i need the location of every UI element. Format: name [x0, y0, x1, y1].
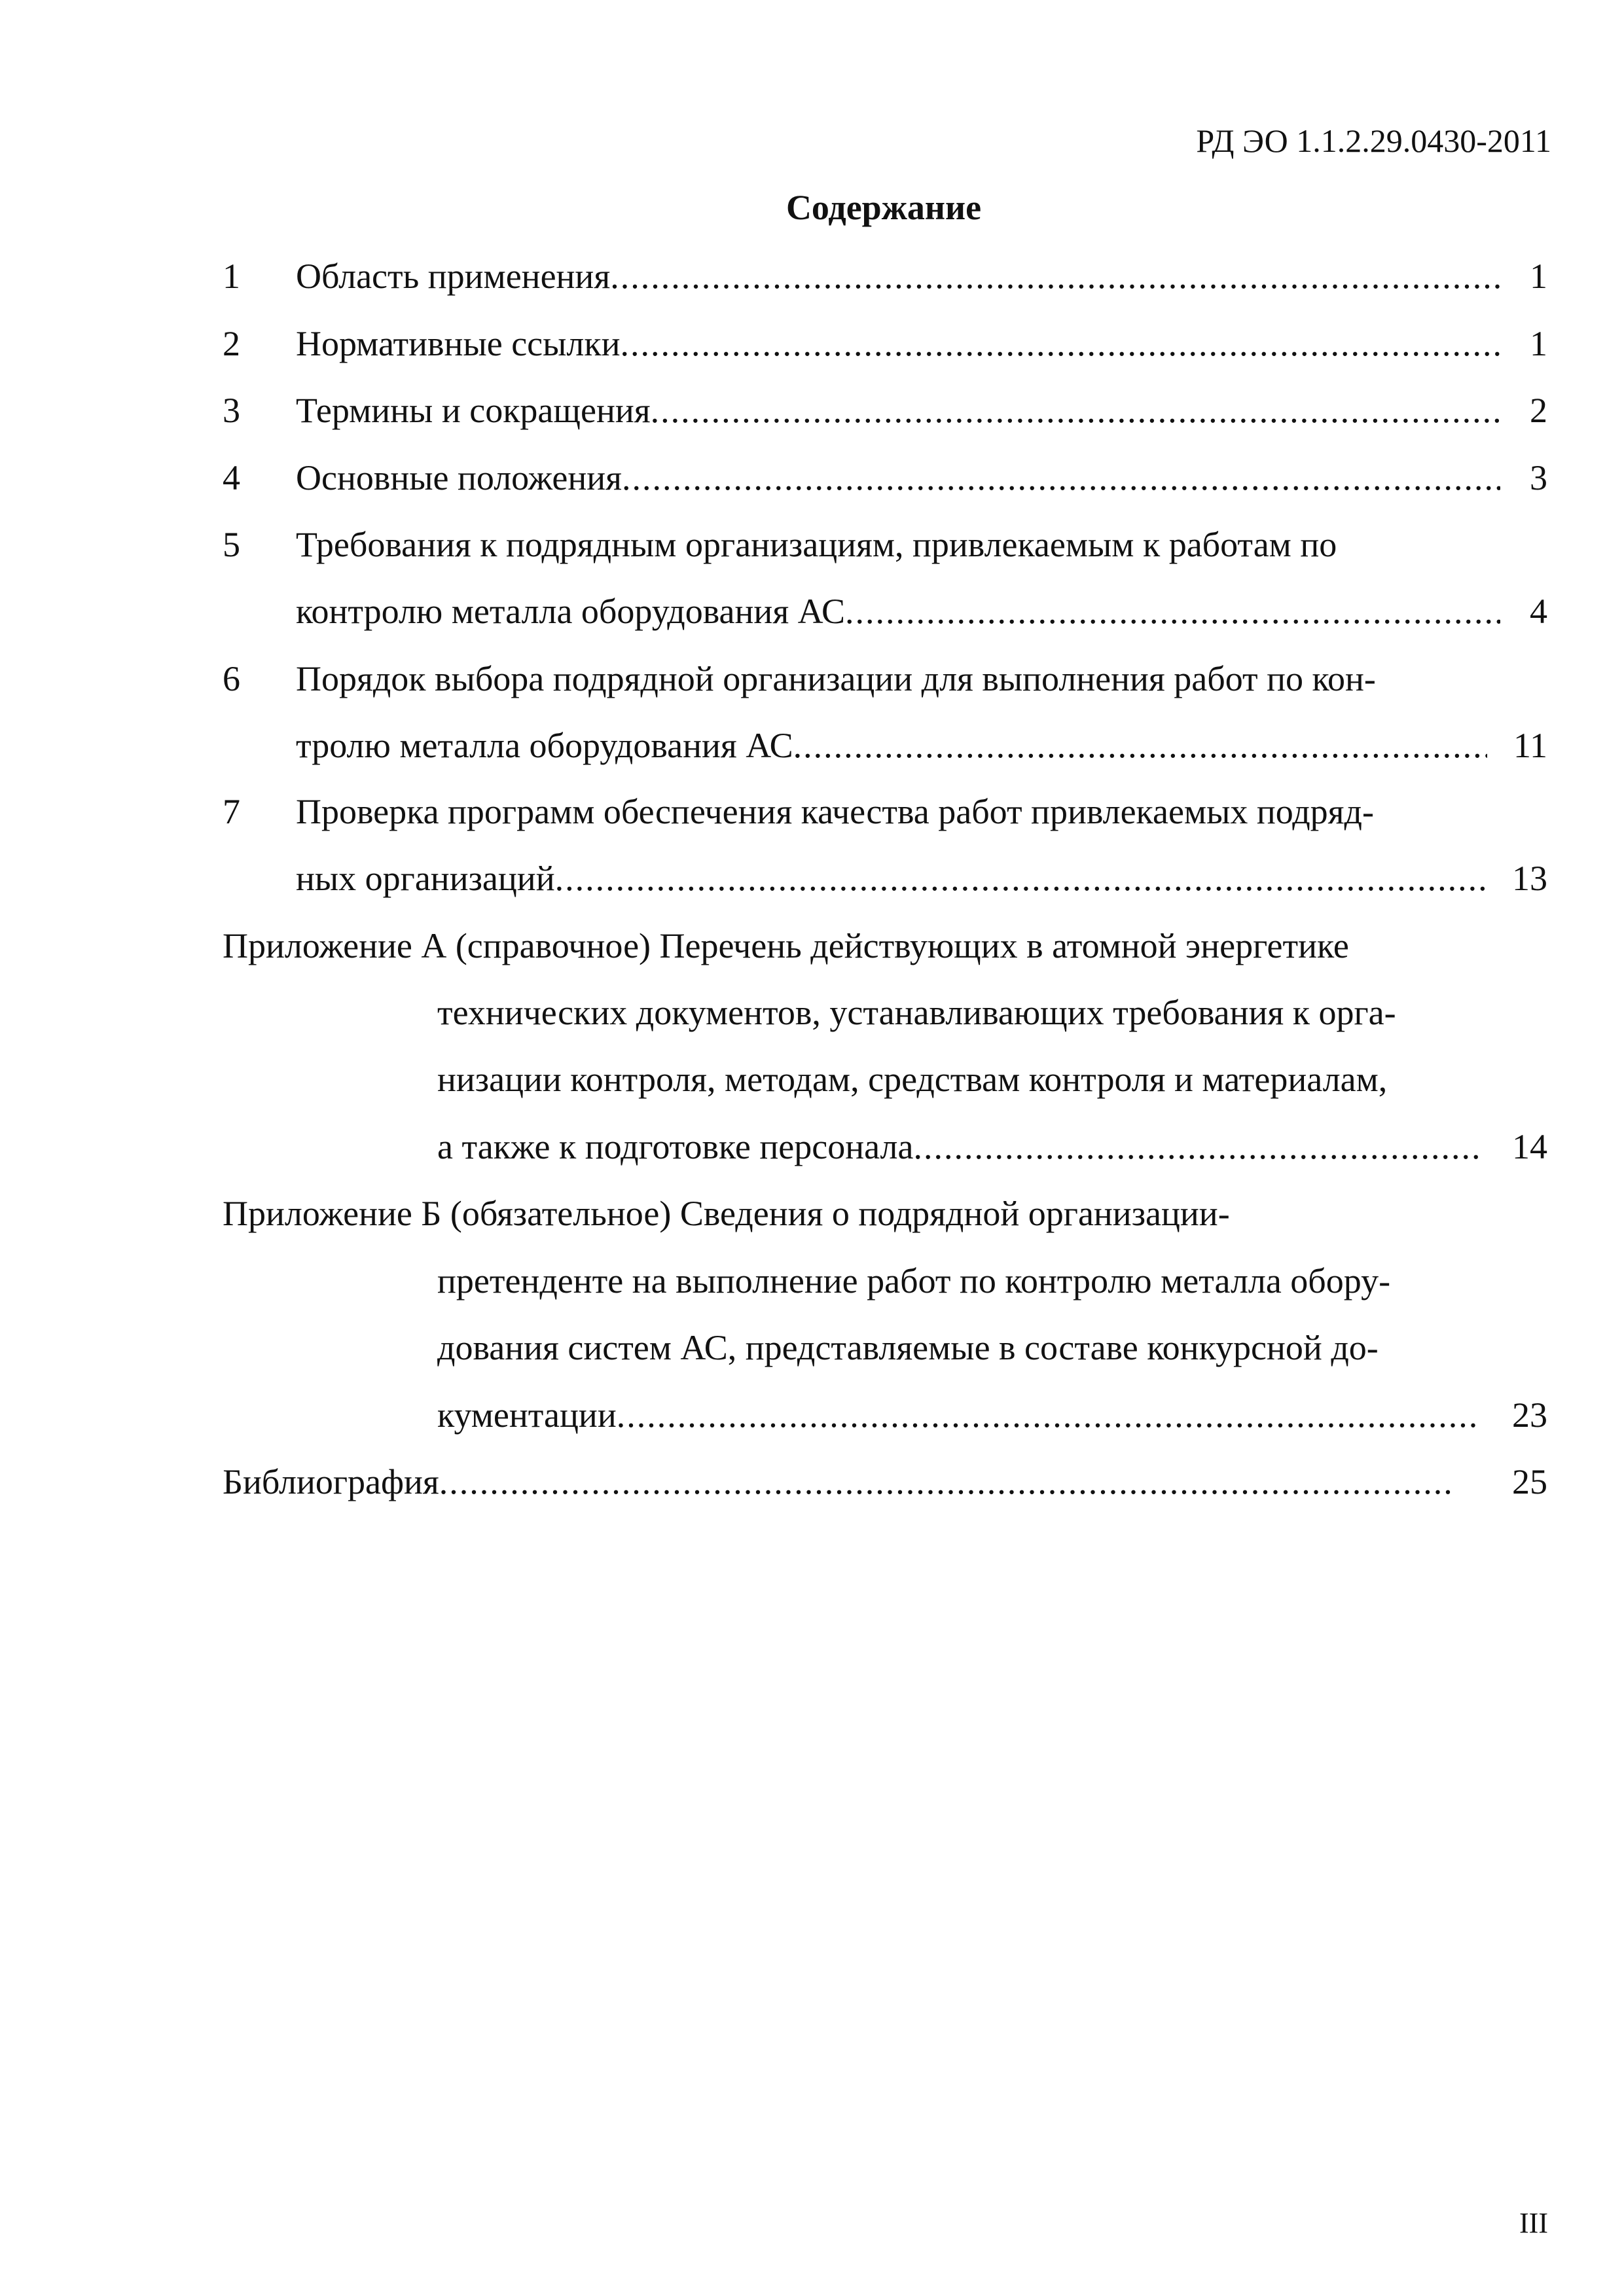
toc-appendix-title-cont: низации контроля, методам, средствам контроля и материалам,: [437, 1060, 1388, 1099]
toc-appendix-title-cont: кументации: [437, 1395, 617, 1435]
toc-entry-line: [296, 460, 1500, 495]
toc-appendix-title-cont: претенденте на выполнение работ по контролю металла обору-: [437, 1261, 1391, 1300]
toc-entry-line: [296, 861, 1487, 896]
toc-appendix-title: Приложение Б (обязательное) Сведения о подрядной организации-: [223, 1194, 1230, 1233]
toc-bibliography-label: Библиография: [223, 1462, 439, 1501]
toc-entry-line: [296, 393, 1500, 428]
toc-appendix-title: Приложение А (справочное) Перечень действующих в атомной энергетике: [223, 926, 1349, 965]
toc-leader-dots: [439, 1464, 1453, 1499]
toc-entry-title: Основные положения: [296, 458, 622, 497]
toc-entry-title-cont: контролю металла оборудования АС: [296, 592, 845, 631]
toc-entry-title-cont: ных организаций: [296, 859, 555, 898]
toc-title: Содержание: [785, 188, 982, 227]
toc-leader-dots: [793, 728, 1487, 763]
page-number-roman: III: [1519, 2207, 1548, 2239]
toc-entry-number: 4: [223, 458, 240, 497]
toc-leader-dots: [621, 326, 1501, 361]
toc-entry-page: 25: [1512, 1462, 1547, 1501]
toc-entry-page: 13: [1512, 859, 1547, 898]
toc-appendix-title-cont: дования систем АС, представляемые в составе конкурсной до-: [437, 1328, 1379, 1367]
toc-entry-page: 4: [1530, 592, 1547, 631]
toc-entry-number: 1: [223, 257, 240, 296]
toc-entry-number: 7: [223, 792, 240, 831]
toc-leader-dots: [555, 861, 1487, 896]
toc-entry-title: Область применения: [296, 257, 611, 296]
toc-leader-dots: [651, 393, 1500, 428]
toc-leader-dots: [610, 259, 1500, 294]
toc-entry-title: Нормативные ссылки: [296, 324, 621, 363]
toc-entry-page: 23: [1512, 1395, 1547, 1435]
toc-entry-line: [296, 594, 1500, 629]
toc-entry-line: [223, 1464, 1453, 1499]
toc-appendix-title-cont: технических документов, устанавливающих требования к орга-: [437, 993, 1396, 1032]
toc-entry-page: 1: [1530, 324, 1547, 363]
toc-entry-page: 11: [1513, 726, 1547, 765]
toc-entry-number: 2: [223, 324, 240, 363]
toc-entry-line: [296, 728, 1487, 763]
toc-entry-number: 3: [223, 391, 240, 430]
toc-entry-title: Порядок выбора подрядной организации для выполнения работ по кон-: [296, 659, 1376, 698]
toc-entry-page: 3: [1530, 458, 1547, 497]
toc-entry-title: Термины и сокращения: [296, 391, 651, 430]
toc-leader-dots: [913, 1129, 1478, 1164]
toc-entry-title: Проверка программ обеспечения качества работ привлекаемых подряд-: [296, 792, 1374, 831]
toc-entry-number: 5: [223, 525, 240, 564]
toc-entry-line: [296, 259, 1500, 294]
toc-entry-page: 2: [1530, 391, 1547, 430]
toc-appendix-title-cont: а также к подготовке персонала: [437, 1127, 914, 1166]
toc-entry-line: [296, 326, 1500, 361]
toc-entry-title-cont: тролю металла оборудования АС: [296, 726, 793, 765]
toc-leader-dots: [845, 594, 1500, 629]
toc-entry-number: 6: [223, 659, 240, 698]
toc-leader-dots: [617, 1397, 1478, 1433]
toc-entry-line: [437, 1129, 1478, 1164]
document-code: РД ЭО 1.1.2.29.0430-2011: [1196, 122, 1551, 159]
toc-leader-dots: [622, 460, 1500, 495]
toc-entry-page: 14: [1512, 1127, 1547, 1166]
toc-entry-title: Требования к подрядным организациям, привлекаемым к работам по: [296, 525, 1337, 564]
toc-entry-line: [437, 1397, 1478, 1433]
toc-entry-page: 1: [1530, 257, 1547, 296]
